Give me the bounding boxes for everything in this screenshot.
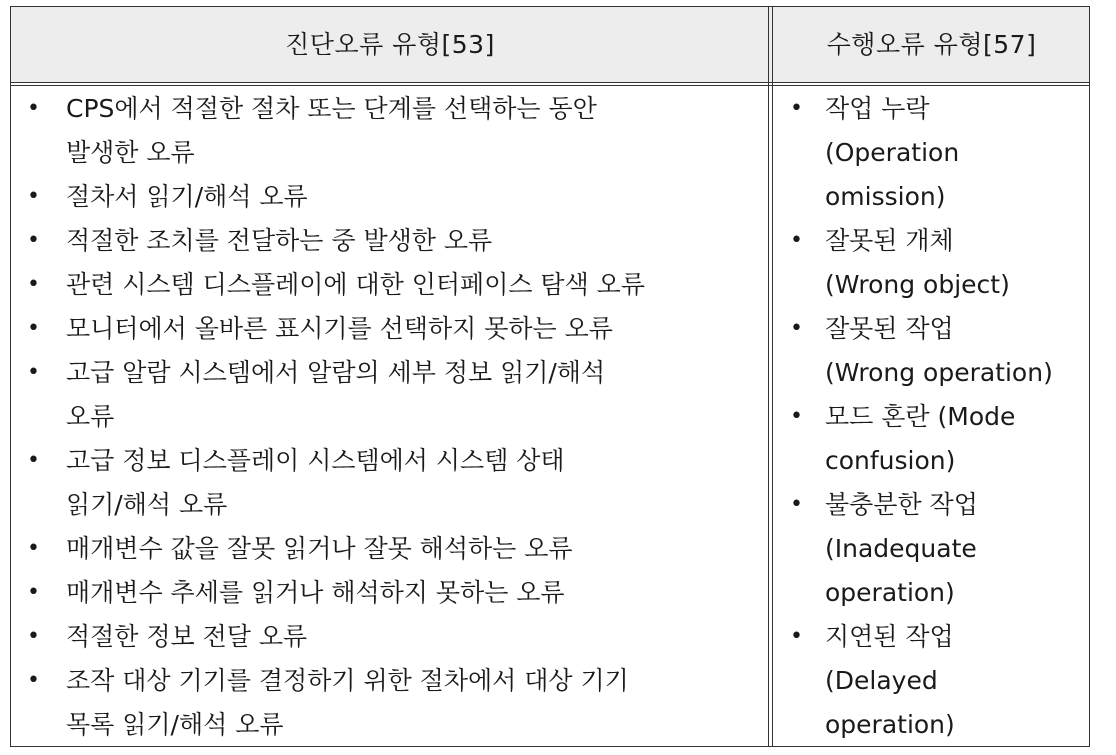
diagnosis-error-item-text: CPS에서 적절한 절차 또는 단계를 선택하는 동안 — [66, 94, 597, 123]
execution-error-item-text: omission) — [825, 182, 946, 211]
execution-error-list — [773, 87, 1085, 747]
error-type-table — [10, 6, 1090, 747]
bullet-icon: • — [790, 96, 803, 121]
execution-error-item — [773, 395, 1085, 483]
diagnosis-error-item-text: 목록 읽기/해석 오류 — [66, 710, 284, 739]
diagnosis-error-item — [11, 219, 761, 263]
bullet-icon: • — [27, 96, 40, 121]
diagnosis-error-item-text: 적절한 정보 전달 오류 — [66, 622, 308, 651]
diagnosis-error-item-text: 고급 정보 디스플레이 시스템에서 시스템 상태 — [66, 446, 565, 475]
column-divider-left-line — [768, 7, 769, 746]
bullet-icon: • — [790, 404, 803, 429]
diagnosis-error-item — [11, 351, 761, 439]
execution-error-item-text: (Delayed — [825, 666, 938, 695]
diagnosis-error-item — [11, 571, 761, 615]
execution-error-item-text: 불충분한 작업 — [825, 490, 978, 519]
diagnosis-error-item — [11, 659, 761, 747]
diagnosis-error-item-text: 모니터에서 올바른 표시기를 선택하지 못하는 오류 — [66, 314, 613, 343]
execution-error-item — [773, 615, 1085, 747]
header-diagnosis-error-types: 진단오류 유형[53] — [285, 30, 495, 59]
diagnosis-error-item — [11, 615, 761, 659]
execution-error-item — [773, 87, 1085, 219]
bullet-icon: • — [790, 624, 803, 649]
diagnosis-error-item-text: 오류 — [66, 402, 115, 431]
diagnosis-error-item-text: 발생한 오류 — [66, 138, 195, 167]
execution-error-item-text: (Operation — [825, 138, 960, 167]
execution-error-item — [773, 307, 1085, 395]
execution-error-item — [773, 219, 1085, 307]
diagnosis-error-item-text: 읽기/해석 오류 — [66, 490, 228, 519]
bullet-icon: • — [790, 228, 803, 253]
bullet-icon: • — [790, 316, 803, 341]
diagnosis-error-item — [11, 263, 761, 307]
bullet-icon: • — [27, 228, 40, 253]
diagnosis-error-item-text: 매개변수 값을 잘못 읽거나 잘못 해석하는 오류 — [66, 534, 573, 563]
execution-error-item-text: (Wrong operation) — [825, 358, 1053, 387]
header-divider — [11, 85, 1089, 86]
diagnosis-error-item-text: 고급 알람 시스템에서 알람의 세부 정보 읽기/해석 — [66, 358, 606, 387]
bullet-icon: • — [27, 448, 40, 473]
diagnosis-error-item-text: 조작 대상 기기를 결정하기 위한 절차에서 대상 기기 — [66, 666, 629, 695]
execution-error-item — [773, 483, 1085, 615]
execution-error-item-text: 잘못된 작업 — [825, 314, 954, 343]
diagnosis-error-item — [11, 307, 761, 351]
bullet-icon: • — [27, 624, 40, 649]
execution-error-item-text: (Wrong object) — [825, 270, 1010, 299]
bullet-icon: • — [27, 184, 40, 209]
bullet-icon: • — [27, 668, 40, 693]
header-execution-error-types: 수행오류 유형[57] — [826, 30, 1037, 59]
execution-error-item-text: 잘못된 개체 — [825, 226, 954, 255]
execution-error-item-text: 작업 누락 — [825, 94, 930, 123]
bullet-icon: • — [27, 536, 40, 561]
execution-error-item-text: 지연된 작업 — [825, 622, 954, 651]
table-header-row — [11, 7, 1089, 83]
execution-error-item-text: confusion) — [825, 446, 956, 475]
bullet-icon: • — [790, 492, 803, 517]
bullet-icon: • — [27, 272, 40, 297]
diagnosis-error-list — [11, 87, 761, 747]
diagnosis-error-item-text: 절차서 읽기/해석 오류 — [66, 182, 308, 211]
bullet-icon: • — [27, 580, 40, 605]
execution-error-item-text: 모드 혼란 (Mode — [825, 402, 1016, 431]
bullet-icon: • — [27, 316, 40, 341]
diagnosis-error-item — [11, 527, 761, 571]
bullet-icon: • — [27, 360, 40, 385]
diagnosis-error-item-text: 관련 시스템 디스플레이에 대한 인터페이스 탐색 오류 — [66, 270, 645, 299]
diagnosis-error-item — [11, 439, 761, 527]
execution-error-item-text: operation) — [825, 578, 955, 607]
diagnosis-error-item — [11, 87, 761, 175]
execution-error-item-text: operation) — [825, 710, 955, 739]
execution-error-item-text: (Inadequate — [825, 534, 977, 563]
diagnosis-error-item — [11, 175, 761, 219]
diagnosis-error-item-text: 매개변수 추세를 읽거나 해석하지 못하는 오류 — [66, 578, 565, 607]
diagnosis-error-item-text: 적절한 조치를 전달하는 중 발생한 오류 — [66, 226, 493, 255]
